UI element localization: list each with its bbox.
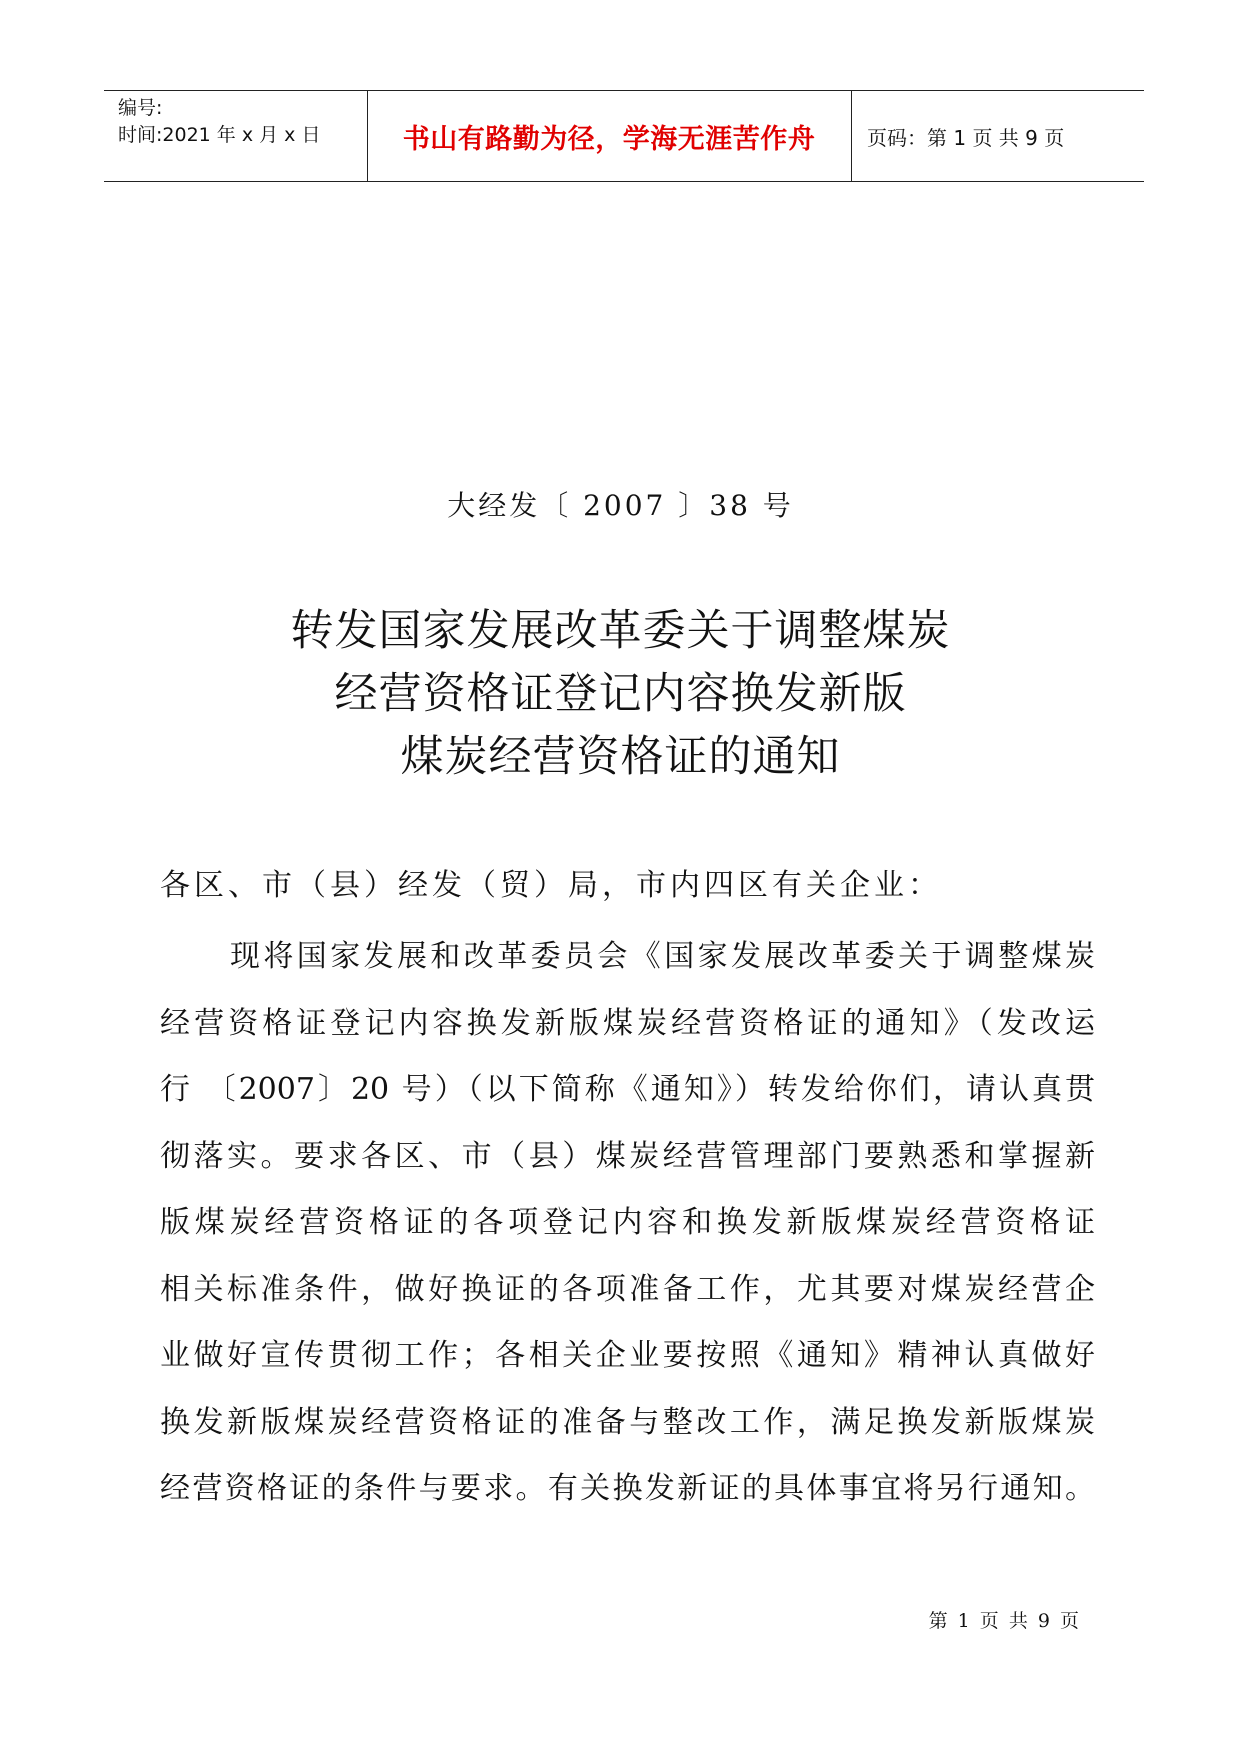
- number-label: 编号:: [118, 97, 163, 119]
- body-line: 版煤炭经营资格证的各项登记内容和换发新版煤炭经营资格证: [160, 1205, 1095, 1240]
- header-motto: 书山有路勤为径，学海无涯苦作舟: [402, 123, 816, 155]
- time-label: 时间:2021 年 x 月 x 日: [118, 124, 321, 146]
- addressee: 各区、市（县）经发（贸）局，市内四区有关企业：: [160, 868, 942, 903]
- title-line: 转发国家发展改革委关于调整煤炭: [290, 606, 951, 656]
- header-page-info: 页码：第 1 页 共 9 页: [867, 125, 1065, 150]
- body-line: 现将国家发展和改革委员会《国家发展改革委关于调整煤炭: [230, 939, 1095, 974]
- document-number: 大经发〔 2007 〕38 号: [447, 489, 794, 522]
- document-header: [104, 90, 1144, 182]
- header-meta: [118, 95, 320, 149]
- body-paragraph: [160, 924, 1095, 1523]
- body-line: 换发新版煤炭经营资格证的准备与整改工作，满足换发新版煤炭: [160, 1404, 1095, 1440]
- title-line: 经营资格证登记内容换发新版: [334, 669, 907, 719]
- document-title: [0, 600, 1241, 789]
- body-line: 业做好宣传贯彻工作；各相关企业要按照《通知》精神认真做好: [160, 1338, 1095, 1373]
- body-line: 行 〔2007〕20 号）（以下简称《通知》）转发给你们，请认真贯: [160, 1072, 1095, 1107]
- footer-page-number: 第 1 页 共 9 页: [928, 1610, 1081, 1632]
- body-line: 经营资格证的条件与要求。有关换发新证的具体事宜将另行通知。: [160, 1471, 1095, 1506]
- body-line: 相关标准条件，做好换证的各项准备工作，尤其要对煤炭经营企: [160, 1271, 1095, 1307]
- body-line: 经营资格证登记内容换发新版煤炭经营资格证的通知》（发改运: [160, 1005, 1095, 1041]
- title-line: 煤炭经营资格证的通知: [400, 732, 841, 782]
- body-line: 彻落实。要求各区、市（县）煤炭经营管理部门要熟悉和掌握新: [160, 1138, 1095, 1174]
